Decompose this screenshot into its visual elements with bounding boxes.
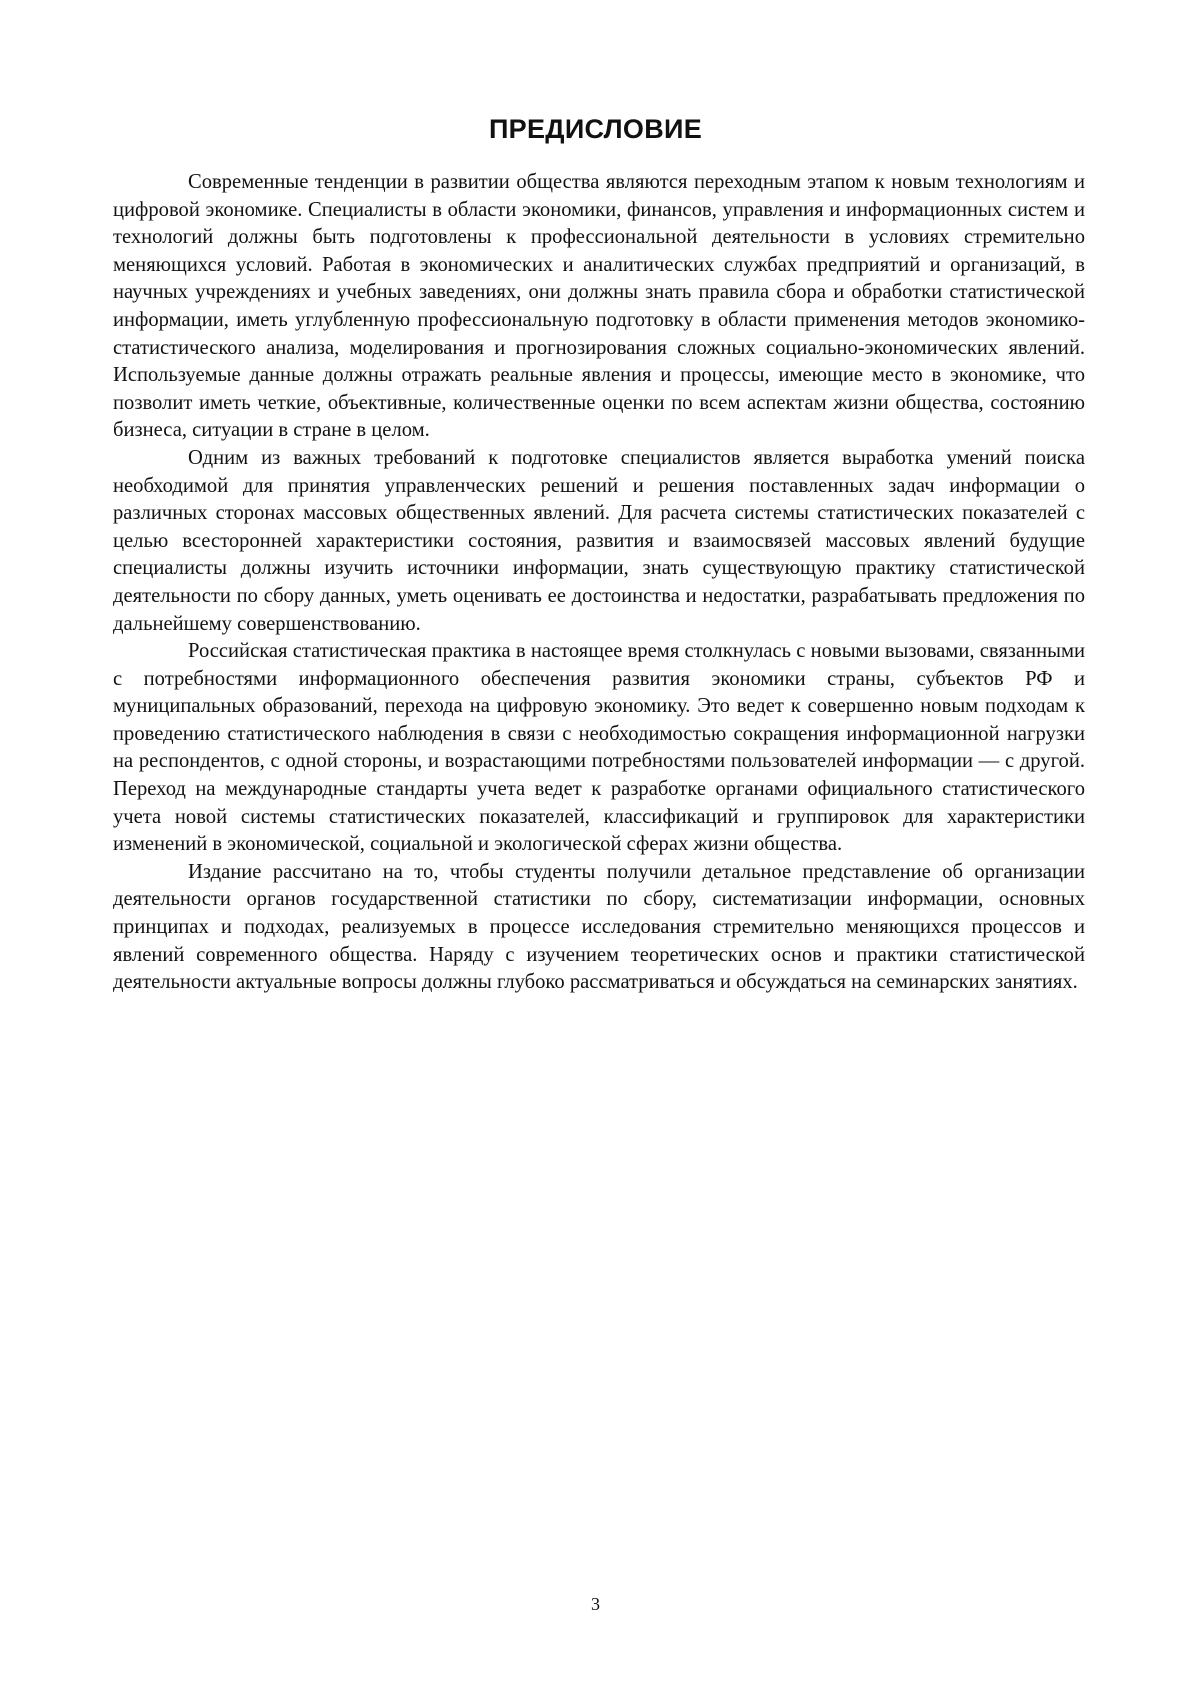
preface-body bbox=[113, 169, 1085, 997]
page-number: 3 bbox=[591, 1594, 600, 1614]
paragraph-4: Издание рассчитано на то, чтобы студенты получили детальное представление об организации деятельности органов государственной статистики по сбору, систематизации информации, основных принципах и подходах, реализуемых в процессе исследования стремительно меняющихся процессов и явлений современного общества. Наряду с изучением теоретических основ и практики статистической деятельности актуальные вопросы должны глубоко рассматриваться и обсуждаться на семинарских занятиях. bbox=[113, 860, 1085, 994]
paragraph-3: Российская статистическая практика в настоящее время столкнулась с новыми вызовами, связанными с потребностями информационного обеспечения развития экономики страны, субъектов РФ и муниципальных образований, перехода на цифровую экономику. Это ведет к совершенно новым подходам к проведению статистического наблюдения в связи с необходимостью сокращения информационной нагрузки на респондентов, с одной стороны, и возрастающими потребностями пользователей информации — с другой. Переход на международные стандарты учета ведет к разработке органами официального статистического учета новой системы статистических показателей, классификаций и группировок для характеристики изменений в экономической, социальной и экологической сферах жизни общества. bbox=[113, 640, 1085, 856]
paragraph-1: Современные тенденции в развитии общества являются переходным этапом к новым технологиям и цифровой экономике. Специалисты в области экономики, финансов, управления и информационных систем и технологий должны быть подготовлены к профессиональной деятельности в условиях стремительно меняющихся условий. Работая в экономических и аналитических службах предприятий и организаций, в научных учреждениях и учебных заведениях, они должны знать правила сбора и обработки статистической информации, иметь углубленную профессиональную подготовку в области применения методов экономико-статистического анализа, моделирования и прогнозирования сложных социально-экономических явлений. Используемые данные должны отражать реальные явления и процессы, имеющие место в экономике, что позволит иметь четкие, объективные, количественные оценки по всем аспектам жизни общества, состоянию бизнеса, ситуации в стране в целом. bbox=[113, 171, 1085, 442]
paragraph-2: Одним из важных требований к подготовке специалистов является выработка умений поиска необходимой для принятия управленческих решений и решения поставленных задач информации о различных сторонах массовых общественных явлений. Для расчета системы статистических показателей с целью всесторонней характеристики состояния, развития и взаимосвязей массовых явлений будущие специалисты должны изучить источники информации, знать существующую практику статистической деятельности по сбору данных, уметь оценивать ее достоинства и недостатки, разрабатывать предложения по дальнейшему совершенствованию. bbox=[113, 446, 1085, 635]
page-title: ПРЕДИСЛОВИЕ bbox=[488, 114, 703, 144]
